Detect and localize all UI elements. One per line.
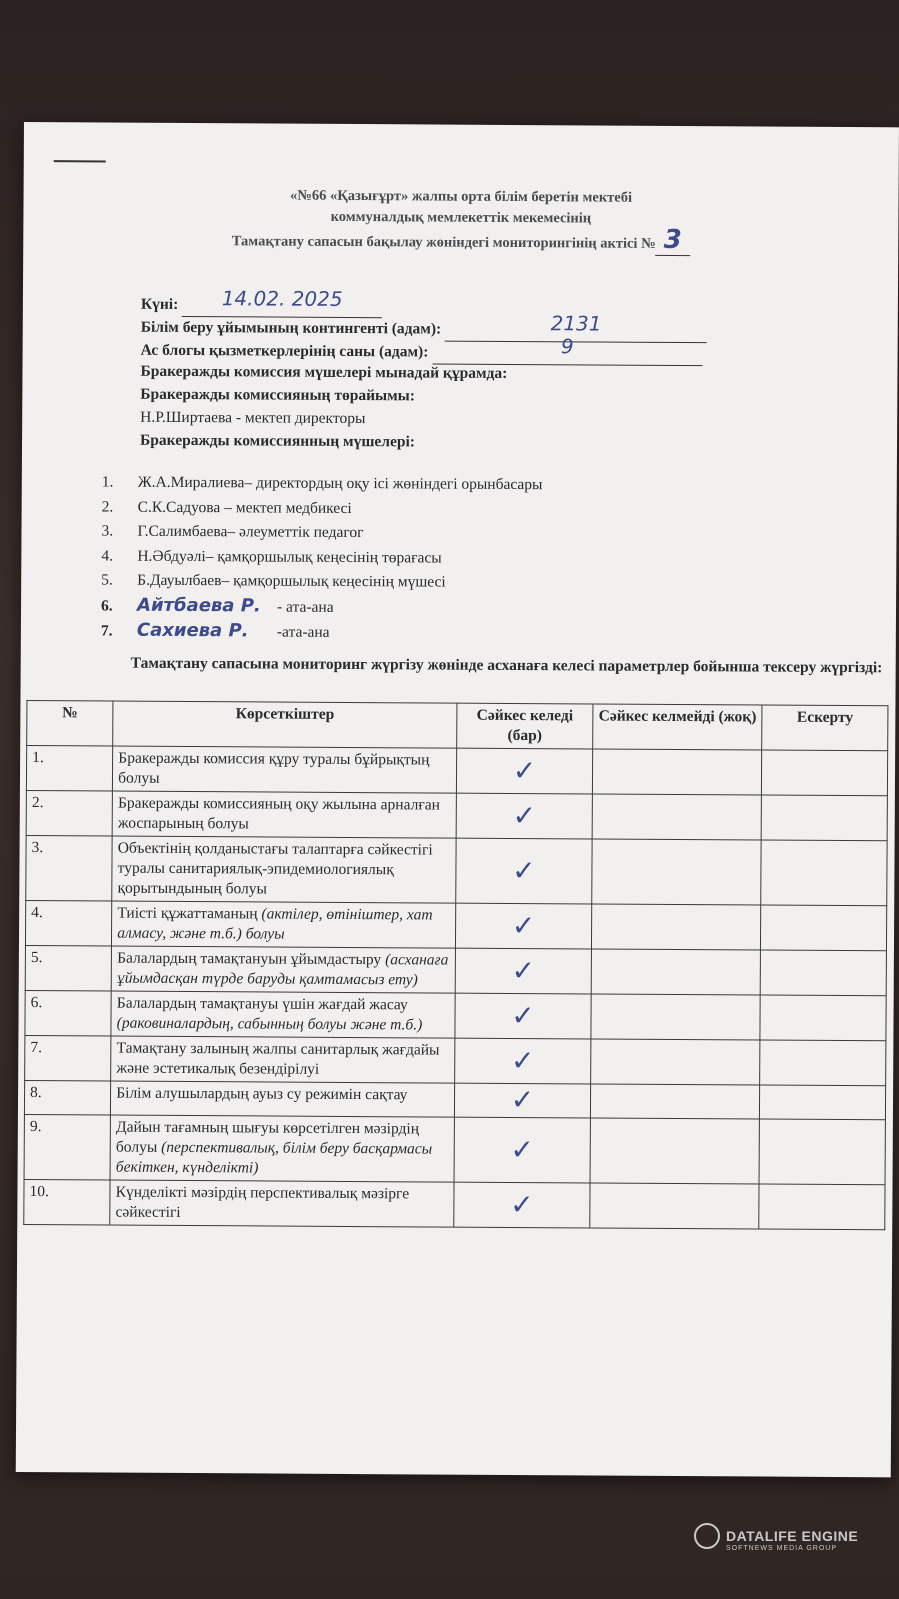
row-indicator: [111, 1081, 455, 1117]
date-row: [140, 286, 881, 319]
staff-field: [432, 334, 702, 366]
row-number: 2.: [26, 791, 112, 837]
handwritten-signature: Сахиева Р.: [136, 619, 249, 642]
row-yes-cell: [455, 1038, 591, 1084]
check-mark-icon: ✓: [510, 1132, 535, 1166]
table-header-row: [27, 701, 888, 751]
act-title: Тамақтану сапасын бақылау жөніндегі мониторингінің актісі №: [231, 233, 656, 252]
indicator-text: Бракеражды комиссия құру туралы бұйрықтың болуы: [118, 749, 430, 787]
row-yes-cell: [454, 1182, 590, 1228]
check-mark-icon: ✓: [510, 1082, 535, 1117]
row-indicator: [110, 1180, 454, 1227]
row-note-cell: [760, 1085, 886, 1120]
indicator-text: Объектінің қолданыстағы талаптарға сәйкестігі туралы санитариялық-эпидемиологиялық қорытындының болуы: [117, 839, 433, 898]
list-item: 2. С.К.Садуова – мектеп медбикесі: [101, 497, 352, 517]
table-row: [24, 1115, 885, 1185]
check-mark-icon: ✓: [511, 953, 536, 987]
date-value: 14.02. 2025: [221, 286, 343, 311]
row-indicator: [110, 1115, 454, 1182]
indicator-italic: (асханаға ұйымдасқан түрде баруды қамтамасыз ету): [116, 951, 449, 989]
row-number: 10.: [24, 1180, 110, 1226]
contingent-value: 2131: [550, 311, 602, 336]
row-no-cell: [592, 839, 762, 905]
row-indicator: [112, 836, 456, 903]
header-note: Ескерту: [762, 705, 888, 751]
header-line-3: [23, 226, 898, 256]
row-yes-cell: [454, 1083, 590, 1118]
watermark-title: DATALIFE ENGINE: [726, 1528, 859, 1544]
table-row: [26, 791, 887, 841]
row-number: 9.: [24, 1115, 111, 1181]
header-num: №: [27, 701, 113, 747]
watermark-subtitle: SOFTNEWS MEDIA GROUP: [726, 1545, 838, 1552]
table-row: [26, 746, 887, 796]
table-row: [25, 1036, 886, 1086]
members-list: [101, 470, 543, 646]
chair-value: Н.Р.Ширтаева - мектеп директоры: [140, 408, 366, 428]
indicator-text: Білім алушылардың ауыз су режимін сақтау: [116, 1084, 408, 1104]
indicator-italic: (раковиналардың, сабынның болуы және т.б.): [116, 1014, 423, 1034]
list-item: 3. Г.Салимбаева– әлеуметтік педагог: [101, 522, 364, 542]
row-yes-cell: [455, 903, 591, 949]
datalife-logo-icon: [694, 1523, 720, 1549]
staff-label: Ас блогы қызметкерлерінің саны (адам):: [140, 341, 429, 361]
row-no-cell: [591, 904, 761, 950]
row-yes-cell: [456, 793, 592, 839]
row-no-cell: [592, 794, 762, 840]
indicator-text: Күнделікті мәзірдің перспективалық мәзірге сәйкестігі: [115, 1183, 410, 1221]
list-item: 1. Ж.А.Миралиева– директордың оқу ісі жөніндегі орынбасары: [101, 473, 543, 494]
table-row: [24, 1081, 885, 1120]
date-field: [182, 286, 382, 318]
header-indicator: Көрсеткіштер: [113, 701, 457, 748]
date-label: Күні:: [140, 295, 179, 313]
row-note-cell: [760, 1040, 886, 1086]
indicator-text: Тиісті құжаттаманың: [117, 904, 258, 923]
table-row: [24, 1180, 885, 1230]
checklist-table: [23, 700, 888, 1230]
row-yes-cell: [456, 838, 592, 904]
corner-dash: [54, 160, 106, 162]
row-no-cell: [590, 1084, 759, 1119]
document-page: [16, 122, 899, 1477]
members-label: Бракеражды комиссиянның мүшелері:: [140, 431, 416, 451]
row-no-cell: [590, 1183, 760, 1229]
row-no-cell: [590, 1118, 760, 1184]
row-note-cell: [761, 905, 887, 951]
row-yes-cell: [455, 993, 591, 1039]
row-indicator: [112, 901, 456, 948]
commission-label: Бракеражды комиссия мүшелері мынадай құрамда:: [140, 362, 508, 382]
table-row: [25, 946, 886, 996]
act-number: 3: [656, 225, 690, 256]
row-number: 6.: [25, 991, 111, 1037]
check-mark-icon: ✓: [510, 1043, 535, 1077]
row-indicator: [112, 791, 456, 838]
header-no: Сәйкес келмейді (жоқ): [593, 704, 763, 750]
row-no-cell: [591, 1039, 761, 1085]
row-note-cell: [761, 840, 887, 906]
row-yes-cell: [455, 948, 591, 994]
table-row: [25, 991, 886, 1041]
handwritten-signature: Айтбаева Р.: [136, 594, 261, 616]
row-note-cell: [759, 1119, 885, 1185]
row-number: 8.: [24, 1081, 110, 1116]
indicator-text: Балалардың тамақтануы үшін жағдай жасау: [116, 994, 408, 1014]
check-mark-icon: ✓: [511, 998, 535, 1032]
check-mark-icon: ✓: [510, 1187, 534, 1221]
staff-value: 9: [560, 334, 574, 359]
row-note-cell: [760, 995, 886, 1041]
intro-text: Тамақтану сапасына мониторинг жүргізу жөнінде асханаға келесі параметрлер бойынша тексеру жүргізді:: [130, 654, 883, 677]
row-no-cell: [592, 749, 762, 795]
row-number: 3.: [26, 836, 113, 902]
table-row: [26, 836, 887, 906]
indicator-text: Бракеражды комиссияның оқу жылына арналған жоспарының болуы: [117, 794, 440, 833]
chair-label: Бракеражды комиссияның төрайымы:: [140, 385, 416, 405]
list-item: 5. Б.Дауылбаев– қамқоршылық кеңесінің мүшесі: [101, 571, 446, 591]
row-no-cell: [591, 949, 761, 995]
check-mark-icon: ✓: [512, 853, 536, 887]
check-mark-icon: ✓: [512, 753, 537, 787]
row-number: 1.: [26, 746, 112, 792]
list-item: 7. Сахиева Р. -ата-ана: [101, 618, 542, 646]
list-item: 4. Н.Әбдуәлі– қамқоршылық кеңесінің төрағасы: [101, 546, 442, 567]
header-yes: Сәйкес келеді (бар): [457, 703, 593, 749]
row-number: 4.: [25, 901, 111, 947]
row-indicator: [111, 1036, 455, 1083]
row-indicator: [111, 946, 455, 993]
row-indicator: [113, 746, 457, 793]
contingent-label: Білім беру ұйымының контингенті (адам):: [140, 318, 442, 338]
row-note-cell: [760, 950, 886, 996]
row-number: 5.: [25, 946, 111, 992]
indicator-text: Тамақтану залының жалпы санитарлық жағдайы және эстетикалық безендірілуі: [116, 1039, 440, 1078]
check-mark-icon: ✓: [512, 798, 537, 832]
watermark: [694, 1523, 858, 1552]
header-line-2: коммуналдық мемлекеттік мекемесінің: [330, 208, 592, 227]
check-mark-icon: ✓: [511, 908, 536, 942]
row-no-cell: [591, 994, 761, 1040]
indicator-text: Дайын тағамның шығуы көрсетілген мәзірдің болуы: [115, 1118, 420, 1156]
document-header: [23, 184, 898, 256]
row-note-cell: [761, 795, 887, 841]
row-number: 7.: [25, 1036, 111, 1082]
info-block: [140, 286, 881, 457]
row-yes-cell: [454, 1117, 590, 1183]
row-note-cell: [759, 1184, 885, 1230]
header-line-1: «№66 «Қазығұрт» жалпы орта білім беретін мектебі: [289, 187, 633, 206]
table-row: [25, 901, 886, 951]
indicator-italic: (актілер, өтініштер, хат алмасу, және т.б.) болуы: [117, 905, 433, 943]
list-item: 6. Айтбаева Р. - ата-ана: [101, 593, 542, 621]
row-note-cell: [762, 750, 888, 796]
indicator-text: Балалардың тамақтануын ұйымдастыру: [117, 949, 382, 969]
row-yes-cell: [456, 748, 592, 794]
row-indicator: [111, 991, 455, 1038]
indicator-italic: (перспективалық, білім беру басқармасы бекіткен, күнделікті): [115, 1138, 433, 1177]
